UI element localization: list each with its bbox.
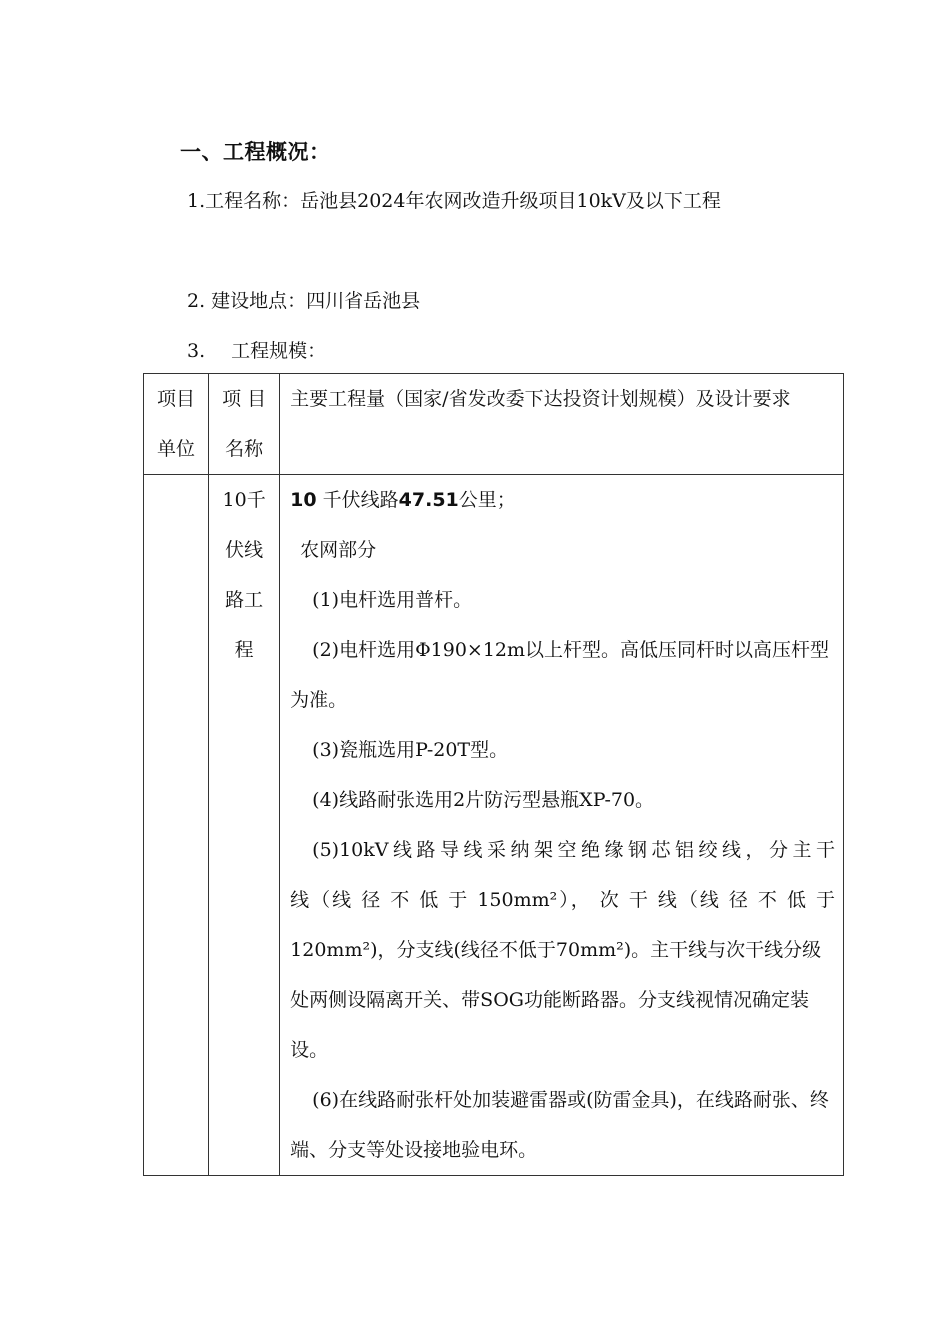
summary-unit: 公里； — [458, 489, 516, 511]
line-req-6: (6)在线路耐张杆处加装避雷器或(防雷金具)，在线路耐张、终端、分支等处设接地验电环。 — [290, 1089, 829, 1161]
header-project-unit: 项目单位 — [144, 374, 209, 475]
project-scale-item — [187, 326, 857, 376]
project-scale-label: 工程规模： — [231, 340, 327, 362]
summary-voltage: 10 — [290, 489, 317, 511]
line-subheading: 农网部分 — [300, 539, 377, 561]
cell-main-quantities — [280, 475, 844, 1176]
project-name-item: 1.工程名称：岳池县2024年农网改造升级项目10kV及以下工程 — [187, 190, 721, 212]
table-row — [144, 475, 844, 1176]
header-project-name: 项 目名称 — [209, 374, 280, 475]
summary-label: 千伏线路 — [316, 489, 399, 511]
section-heading: 一、工程概况： — [180, 140, 331, 164]
line-req-5b: 线（线 径 不 低 于 150mm²）， 次 干 线（线 径 不 低 于 — [290, 889, 835, 911]
line-req-3: (3)瓷瓶选用P-20T型。 — [312, 739, 509, 761]
project-scale-table — [143, 373, 844, 1176]
header-main-quantities: 主要工程量（国家/省发改委下达投资计划规模）及设计要求 — [280, 374, 844, 475]
line-req-5a: (5)10kV线路导线采纳架空绝缘钢芯铝绞线，分主干 — [312, 839, 835, 861]
summary-length: 47.51 — [398, 489, 459, 511]
project-scale-number: 3. — [187, 340, 206, 362]
line-req-1: (1)电杆选用普杆。 — [312, 589, 473, 611]
table-header-row — [144, 374, 844, 475]
line-req-2: (2)电杆选用Φ190×12m以上杆型。高低压同杆时以高压杆型为准。 — [290, 639, 830, 711]
line-req-4: (4)线路耐张选用2片防污型悬瓶XP-70。 — [312, 789, 655, 811]
line-req-5c: 120mm²)，分支线(线径不低于70mm²)。主干线与次干线分级处两侧设隔离开关、带SOG功能断路器。分支线视情况确定装设。 — [290, 939, 822, 1061]
cell-project-name: 10千伏线路工程 — [209, 475, 280, 1176]
line-summary — [290, 475, 835, 525]
cell-project-unit — [144, 475, 209, 1176]
construction-location-item: 2. 建设地点：四川省岳池县 — [187, 290, 421, 312]
